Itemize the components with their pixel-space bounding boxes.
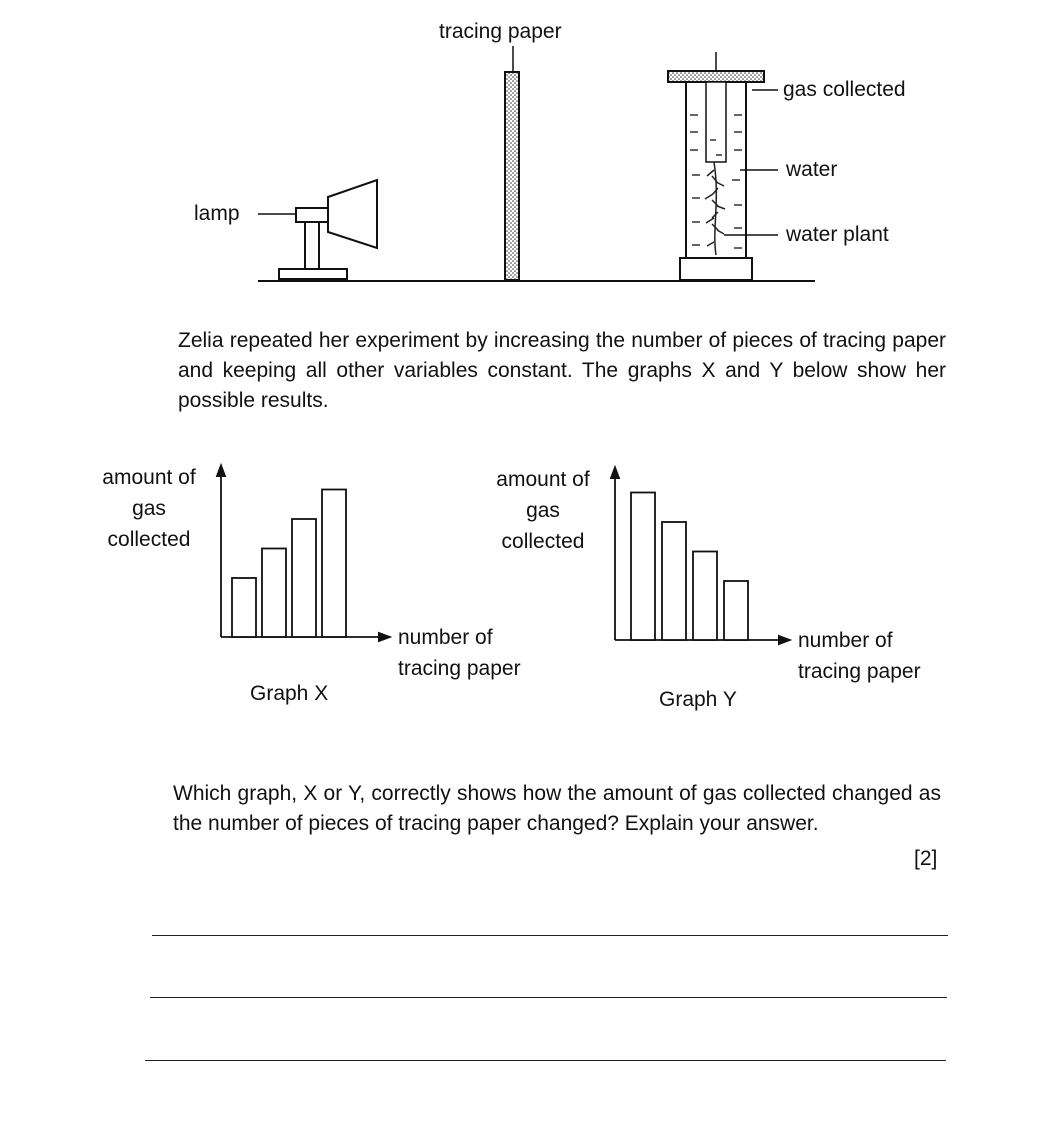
- answer-line-3[interactable]: [145, 1060, 946, 1061]
- graph-y-title: Graph Y: [659, 688, 737, 711]
- graph-x-xlabel-line1: number of: [398, 626, 493, 649]
- answer-line-1[interactable]: [152, 935, 948, 936]
- graph-x-bar-1: [232, 578, 256, 637]
- graph-x-ylabel-line3: collected: [107, 528, 191, 551]
- graph-x-bar-4: [322, 490, 346, 638]
- graph-y-ylabel: [488, 464, 598, 557]
- graph-x-ylabel: [94, 462, 204, 555]
- graph-x-bar-3: [292, 519, 316, 637]
- marks-label: [2]: [914, 847, 938, 870]
- graph-x-xlabel: [398, 622, 521, 684]
- graph-x-ylabel-line2: gas: [132, 497, 166, 520]
- gas-collected-label: gas collected: [783, 78, 906, 101]
- graph-y-bar-2: [662, 522, 686, 640]
- graph-y-bar-3: [693, 552, 717, 641]
- question-text: Which graph, X or Y, correctly shows how the amount of gas collected changed as the number of pieces of tracing paper changed? Explain your answer.: [173, 782, 941, 835]
- water-label: water: [786, 158, 838, 181]
- graph-x-title: Graph X: [250, 682, 329, 705]
- graph-y-ylabel-line3: collected: [501, 530, 585, 553]
- lamp-label: lamp: [194, 202, 240, 225]
- tracing-paper-label: tracing paper: [439, 20, 562, 43]
- graph-x-bar-2: [262, 549, 286, 638]
- graph-y-xlabel-line1: number of: [798, 629, 893, 652]
- graph-y-bar-1: [631, 493, 655, 641]
- graph-y-ylabel-line1: amount of: [496, 468, 590, 491]
- graph-y-xlabel-line2: tracing paper: [798, 660, 921, 683]
- graph-y-xlabel: [798, 625, 921, 687]
- graph-y-bar-4: [724, 581, 748, 640]
- intro-paragraph: Zelia repeated her experiment by increasing the number of pieces of tracing paper and keeping all other variables constant. The graphs X and Y below show her possible results.: [178, 329, 946, 412]
- answer-line-2[interactable]: [150, 997, 947, 998]
- water-plant-label: water plant: [786, 223, 889, 246]
- graph-x-xlabel-line2: tracing paper: [398, 657, 521, 680]
- graph-x-ylabel-line1: amount of: [102, 466, 196, 489]
- graph-y-ylabel-line2: gas: [526, 499, 560, 522]
